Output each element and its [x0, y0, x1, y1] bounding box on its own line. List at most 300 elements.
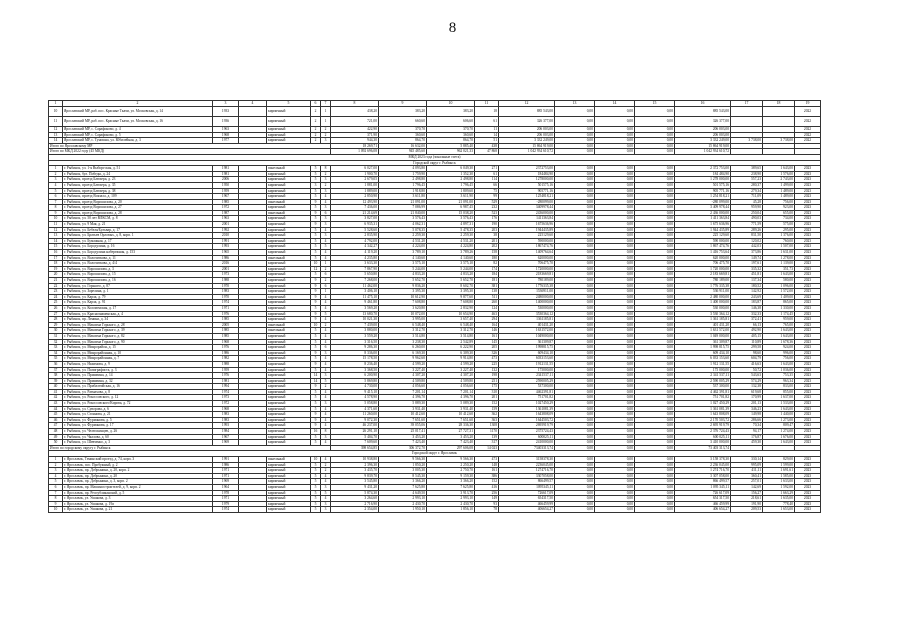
row-owned-area: 3 312,70	[427, 328, 475, 334]
row-cost-total: 326 377,00	[499, 116, 555, 126]
row-owned-area: 15 038,20	[427, 210, 475, 216]
total-cell: 15 864 919,00	[499, 143, 555, 149]
row-number: 6	[49, 484, 63, 490]
row-plan-year: 2023	[795, 289, 821, 295]
row-floors: 5	[311, 255, 321, 261]
row-cost-total: 2410000,00	[499, 440, 555, 446]
row-number: 4	[49, 182, 63, 188]
row-cost-regional: 0,00	[595, 317, 635, 323]
row-cost-total: 1998815,75	[499, 345, 555, 351]
row-total-area: 9 431,20	[331, 484, 379, 490]
row-address: г. Рыбинск, ул. Полиграфиста, д. 3	[63, 367, 213, 373]
row-cost-owners: 206 003,00	[675, 132, 731, 138]
row-limit-cost: 996,00	[763, 350, 795, 356]
row-address: г. Рыбинск, ул. Горького, д. 87	[63, 283, 213, 289]
row-plan-year: 2023	[795, 216, 821, 222]
row-residents: 145	[475, 339, 499, 345]
row-year: 1967	[213, 434, 239, 440]
row-entrances: 4	[321, 457, 331, 463]
row-floors: 16	[311, 429, 321, 435]
row-material: кирпичный	[267, 507, 311, 513]
row-cost-regional: 0,00	[595, 126, 635, 132]
row-number: 2	[49, 171, 63, 177]
row-unit-cost: 416,63	[731, 361, 763, 367]
row-plan-year: 2023	[795, 194, 821, 200]
row-floors: 9	[311, 278, 321, 284]
row-unit-cost: 299,58	[731, 345, 763, 351]
row-entrances: 4	[321, 317, 331, 323]
row-limit-cost: 1 409,00	[763, 294, 795, 300]
row-material: кирпичный	[267, 132, 311, 138]
row-cost-local: 0,00	[635, 389, 675, 395]
row-floors: 9	[311, 350, 321, 356]
row-entrances: 2	[321, 278, 331, 284]
row-cost-total: 1776335,38	[499, 283, 555, 289]
row-cost-federal: 0,00	[555, 412, 595, 418]
row-address: г. Ярославль, пр. Республиканский, д. 5	[63, 490, 213, 496]
row-cost-total: 1409764,64	[499, 250, 555, 256]
row-entrances: 3	[321, 138, 331, 144]
row-year: 1979	[213, 501, 239, 507]
row-floors: 5	[311, 216, 321, 222]
row-cost-total: 1049000,00	[499, 333, 555, 339]
row-entrances: 3	[321, 507, 331, 513]
row-cost-federal: 0,00	[555, 333, 595, 339]
row-plan-year: 2023	[795, 272, 821, 278]
row-cost-regional: 0,00	[595, 378, 635, 384]
header-cell: 17	[731, 101, 763, 107]
row-number: 28	[49, 317, 63, 323]
row-cost-local: 0,00	[635, 501, 675, 507]
row-year: 1982	[213, 356, 239, 362]
row-limit-cost: 923,00	[763, 205, 795, 211]
row-cost-owners: 1 361 081,39	[675, 406, 731, 412]
header-cell: 11	[475, 101, 499, 107]
row-address: г. Рыбинск, ул. Фурманова, д. 5	[63, 417, 213, 423]
row-total-area: 13 680,70	[331, 311, 379, 317]
row-cost-owners: 590 000,00	[675, 238, 731, 244]
row-entrances: 3	[321, 484, 331, 490]
row-living-area: 7 086,99	[379, 205, 427, 211]
row-cost-regional: 0,00	[595, 490, 635, 496]
row-cost-federal: 0,00	[555, 345, 595, 351]
row-material: кирпичный	[267, 278, 311, 284]
row-cost-regional: 0,00	[595, 361, 635, 367]
row-number: 22	[49, 283, 63, 289]
row-living-area: 3 005,30	[379, 468, 427, 474]
row-entrances: 3	[321, 177, 331, 183]
row-cost-local: 0,00	[635, 490, 675, 496]
row-unit-cost: 711,09	[731, 194, 763, 200]
row-plan-year: 2023	[795, 378, 821, 384]
row-year: 1968	[213, 132, 239, 138]
row-material: панельный	[267, 199, 311, 205]
row-number: 40	[49, 384, 63, 390]
row-floors: 5	[311, 395, 321, 401]
row-cost-regional: 0,00	[595, 283, 635, 289]
row-entrances: 3	[321, 216, 331, 222]
row-limit-cost: 1 633,00	[763, 479, 795, 485]
row-living-area: 3 514,80	[379, 333, 427, 339]
row-plan-year: 2023	[795, 462, 821, 468]
row-cost-total: 361309,87	[499, 339, 555, 345]
row-cost-local: 0,00	[635, 244, 675, 250]
row-unit-cost: 286,66	[731, 417, 763, 423]
row-cost-local: 0,00	[635, 194, 675, 200]
row-cost-regional: 0,00	[595, 188, 635, 194]
row-total-area: 11 462,00	[331, 283, 379, 289]
row-cost-total: 2695919,79	[499, 423, 555, 429]
row-cost-federal: 0,00	[555, 300, 595, 306]
row-residents: 11	[475, 126, 499, 132]
row-entrances: 2	[321, 266, 331, 272]
row-unit-cost: 995,09	[731, 462, 763, 468]
row-floors: 5	[311, 328, 321, 334]
row-address: г. Ярославль, ул. Ушакова, д. 21	[63, 507, 213, 513]
row-year: 2001	[213, 266, 239, 272]
row-cost-local: 0,00	[635, 317, 675, 323]
row-plan-year: 2023	[795, 440, 821, 446]
row-unit-cost: 142,69	[731, 484, 763, 490]
row-plan-year: 2023	[795, 333, 821, 339]
row-cost-regional: 0,00	[595, 412, 635, 418]
row-total-area: 5 874,30	[331, 490, 379, 496]
row-cost-owners: 3 332 249,00	[675, 138, 731, 144]
total-cell: 306 372,70	[379, 445, 427, 451]
row-cost-federal: 0,00	[555, 367, 595, 373]
row-plan-year: 2023	[795, 255, 821, 261]
row-entrances: 4	[321, 227, 331, 233]
row-unit-cost: 218,61	[731, 496, 763, 502]
row-material: кирпичный	[267, 283, 311, 289]
row-cost-regional: 0,00	[595, 106, 635, 116]
row-entrances: 4	[321, 255, 331, 261]
row-cost-owners: 2 236 045,00	[675, 462, 731, 468]
row-living-area: 5 889,30	[379, 401, 427, 407]
row-floors: 14	[311, 378, 321, 384]
row-cost-local: 0,00	[635, 166, 675, 172]
row-plan-year: 2022	[795, 126, 821, 132]
row-limit-cost: 1 663,29	[763, 490, 795, 496]
row-cost-local: 0,00	[635, 339, 675, 345]
row-residents: 93	[475, 501, 499, 507]
row-number: 7	[49, 199, 63, 205]
row-cost-local: 0,00	[635, 177, 675, 183]
row-limit-cost: 1 592,00	[763, 484, 795, 490]
row-plan-year: 2023	[795, 423, 821, 429]
row-plan-year: 2023	[795, 177, 821, 183]
row-entrances: 4	[321, 367, 331, 373]
row-number: 13	[49, 233, 63, 239]
row-limit-cost: 1 489,00	[763, 188, 795, 194]
row-cost-federal: 0,00	[555, 389, 595, 395]
row-cost-federal: 0,00	[555, 350, 595, 356]
row-year: 2001	[213, 222, 239, 228]
row-living-area: 4 056,60	[379, 384, 427, 390]
row-material: панельный	[267, 457, 311, 463]
row-cost-federal: 0,00	[555, 429, 595, 435]
row-residents: 138	[475, 289, 499, 295]
row-residents: 176	[475, 216, 499, 222]
row-cost-federal: 0,00	[555, 373, 595, 379]
row-limit-cost: 765,00	[763, 322, 795, 328]
row-limit-cost: 1 533,00	[763, 401, 795, 407]
row-cost-owners: -280 099,00	[675, 199, 731, 205]
row-cost-federal: 0,00	[555, 261, 595, 267]
row-number: 1	[49, 166, 63, 172]
row-unit-cost: 372,41	[731, 317, 763, 323]
row-floors: 10	[311, 457, 321, 463]
header-cell: 12	[499, 101, 555, 107]
row-cost-owners: 2 480 000,00	[675, 294, 731, 300]
row-owned-area: 4 509,80	[427, 378, 475, 384]
row-unit-cost: 451,81	[731, 272, 763, 278]
row-plan-year: 2023	[795, 238, 821, 244]
row-cost-owners: 751 701,82	[675, 395, 731, 401]
row-entrances: 1	[321, 261, 331, 267]
row-entrances: 2	[321, 132, 331, 138]
row-address: г. Рыбинск, ул. Максима Горького, д. 28	[63, 322, 213, 328]
row-cost-regional: 0,00	[595, 322, 635, 328]
row-cost-regional: 0,00	[595, 484, 635, 490]
row-residents: 161	[475, 468, 499, 474]
row-cost-local: 0,00	[635, 171, 675, 177]
row-limit-cost: 1 330,00	[763, 305, 795, 311]
row-cost-regional: 0,00	[595, 423, 635, 429]
row-total-area: 9 286,30	[331, 345, 379, 351]
row-address: г. Рыбинск, ул. Пришвина, д. 14	[63, 373, 213, 379]
row-material: кирпичный	[267, 384, 311, 390]
row-material: кирпичный	[267, 289, 311, 295]
row-cost-federal: 0,00	[555, 384, 595, 390]
row-address: г. Рыбинск, ул. Чкалова, д. 60	[63, 434, 213, 440]
row-plan-year: 2023	[795, 328, 821, 334]
row-total-area: 4 235,80	[331, 255, 379, 261]
row-cost-local: 0,00	[635, 378, 675, 384]
row-address: г. Ярославль, пр. Машиностроителей, д. 9, корп. 2	[63, 484, 213, 490]
row-total-area: 6 200,90	[331, 373, 379, 379]
row-address: г. Рыбинск, ул. Суворова, д. 6	[63, 406, 213, 412]
header-cell: 4	[239, 101, 267, 107]
row-year: 1963	[213, 216, 239, 222]
row-floors: 14	[311, 373, 321, 379]
row-cost-regional: 0,00	[595, 440, 635, 446]
row-cost-federal: 0,00	[555, 216, 595, 222]
row-cost-regional: 0,00	[595, 210, 635, 216]
row-address: г. Рыбинск, ул. Волочиткова, д. 4/4	[63, 261, 213, 267]
row-address: г. Рыбинск, ул. Краснознаменская, д. 4	[63, 311, 213, 317]
row-year: 1969	[213, 440, 239, 446]
row-owned-area: 4 140,60	[427, 255, 475, 261]
row-year: 1988	[213, 278, 239, 284]
row-material: кирпичный	[267, 367, 311, 373]
row-unit-cost: 50,72	[731, 367, 763, 373]
row-unit-cost: 332,33	[731, 311, 763, 317]
row-year: 1986	[213, 255, 239, 261]
row-plan-year: 2023	[795, 199, 821, 205]
row-number: 2	[49, 462, 63, 468]
row-cost-owners: 1 254 818,21	[675, 194, 731, 200]
row-total-area: 5 058,80	[331, 401, 379, 407]
row-cost-federal: 0,00	[555, 322, 595, 328]
row-total-area: 3 264,60	[331, 496, 379, 502]
row-total-area: 9 839,70	[331, 473, 379, 479]
row-cost-total: 2236045,00	[499, 462, 555, 468]
row-cost-local: 0,00	[635, 294, 675, 300]
row-living-area: 2 498,80	[379, 177, 427, 183]
row-living-area: 1 950,10	[379, 507, 427, 513]
row-year: 1970	[213, 294, 239, 300]
row-cost-regional: 0,00	[595, 356, 635, 362]
row-cost-owners: 3 409 978,44	[675, 205, 731, 211]
row-total-area: 11 260,00	[331, 412, 379, 418]
header-cell: 10	[427, 101, 475, 107]
row-floors: 5	[311, 406, 321, 412]
row-limit-cost	[763, 106, 795, 116]
row-plan-year: 2023	[795, 244, 821, 250]
row-cost-federal: 0,00	[555, 227, 595, 233]
row-address: г. Рыбинск, ул. Ворошилова, д. 3	[63, 266, 213, 272]
row-year: 1964	[213, 484, 239, 490]
row-cost-total: 600025,11	[499, 434, 555, 440]
row-total-area: 5 869,80	[331, 378, 379, 384]
row-plan-year: 2023	[795, 171, 821, 177]
row-residents: 146	[475, 328, 499, 334]
row-year: 1976	[213, 373, 239, 379]
row-entrances: 4	[321, 328, 331, 334]
row-owned-area: 606,60	[427, 116, 475, 126]
row-cost-regional: 0,00	[595, 496, 635, 502]
row-plan-year: 2023	[795, 322, 821, 328]
row-floors: 9	[311, 311, 321, 317]
row-cost-regional: 0,00	[595, 138, 635, 144]
row-cost-total: 706475,70	[499, 261, 555, 267]
row-number: 13	[49, 132, 63, 138]
row-cost-regional: 0,00	[595, 462, 635, 468]
row-number: 21	[49, 278, 63, 284]
row-floors: 5	[311, 496, 321, 502]
row-cost-total: 905771,16	[499, 188, 555, 194]
row-material: кирпичный	[267, 479, 311, 485]
row-cost-total: 3 332 249,00	[499, 138, 555, 144]
row-year: 1993	[213, 244, 239, 250]
row-limit-cost: 1 643,00	[763, 361, 795, 367]
row-entrances: 4	[321, 417, 331, 423]
row-entrances: 4	[321, 333, 331, 339]
row-address: г. Рыбинск, ул. Максима Горького, д. 90	[63, 339, 213, 345]
row-entrances: 5	[321, 244, 331, 250]
row-number: 7	[49, 490, 63, 496]
row-plan-year: 2023	[795, 278, 821, 284]
row-year: 1977	[213, 138, 239, 144]
total-cell: 1 042 934 610,72	[675, 149, 731, 155]
row-limit-cost: 295,00	[763, 227, 795, 233]
row-cost-owners: 866 499,57	[675, 479, 731, 485]
row-material: кирпичный	[267, 345, 311, 351]
row-owned-area: 4 056,60	[427, 384, 475, 390]
row-total-area: 7 867,90	[331, 266, 379, 272]
row-living-area: 4 224,00	[379, 244, 427, 250]
row-floors: 5	[311, 473, 321, 479]
row-entrances: 5	[321, 378, 331, 384]
row-limit-cost: 1 139,00	[763, 261, 795, 267]
row-cost-federal: 0,00	[555, 356, 595, 362]
row-number: 18	[49, 261, 63, 267]
row-address: г. Рыбинск, ул. Братьев Орловых, д. 8, корп. 1	[63, 233, 213, 239]
row-year: 1978	[213, 490, 239, 496]
row-material: кирпичный	[267, 222, 311, 228]
row-cost-total: 1411363,84	[499, 216, 555, 222]
row-year: 1959	[213, 188, 239, 194]
row-unit-cost: 492,90	[731, 328, 763, 334]
row-cost-local: 0,00	[635, 367, 675, 373]
row-cost-total: 2375724,43	[499, 429, 555, 435]
row-material: кирпичный	[267, 138, 311, 144]
row-cost-federal: 0,00	[555, 328, 595, 334]
row-entrances: 2	[321, 384, 331, 390]
row-owned-area: 9 159,30	[427, 473, 475, 479]
row-total-area: 26 291,10	[331, 429, 379, 435]
row-unit-cost: 335,32	[731, 266, 763, 272]
row-unit-cost: 132,38	[731, 384, 763, 390]
row-entrances: 8	[321, 429, 331, 435]
row-address: г. Рыбинск, ул. Максима Горького, д. 39	[63, 328, 213, 334]
row-owned-area: 9 914,80	[427, 356, 475, 362]
row-cost-total: 1631572,00	[499, 328, 555, 334]
row-cost-federal: 0,00	[555, 440, 595, 446]
row-living-area: 4 509,80	[379, 378, 427, 384]
row-number: 11	[49, 222, 63, 228]
row-living-area: 10 612,90	[379, 294, 427, 300]
row-address: г. Рыбинск, ул. Микрорайонная, д. 10	[63, 350, 213, 356]
row-floors: 5	[311, 401, 321, 407]
row-living-area: 1 759,90	[379, 171, 427, 177]
row-living-area: 25 017,41	[379, 429, 427, 435]
row-cost-total: 866499,57	[499, 479, 555, 485]
row-living-area: 4 140,60	[379, 255, 427, 261]
row-floors: 9	[311, 289, 321, 295]
row-number: 38	[49, 373, 63, 379]
row-unit-cost: 146,38	[731, 305, 763, 311]
row-cost-local: 0,00	[635, 333, 675, 339]
row-cost-total: 2590005,29	[499, 378, 555, 384]
row-cost-total: 1400000,00	[499, 300, 555, 306]
row-cost-total: 184484,90	[499, 171, 555, 177]
row-cost-federal: 0,00	[555, 132, 595, 138]
row-cost-owners: 1 720 000,00	[675, 266, 731, 272]
row-owned-area: 3 611,90	[427, 194, 475, 200]
row-plan-year: 2022	[795, 138, 821, 144]
row-total-area: 15 178,50	[331, 356, 379, 362]
row-cost-owners: 536 911,00	[675, 289, 731, 295]
row-cost-local: 0,00	[635, 395, 675, 401]
row-cost-owners: 609 434,10	[675, 350, 731, 356]
row-unit-cost	[731, 116, 763, 126]
row-year: 1950	[213, 182, 239, 188]
row-cost-federal: 0,00	[555, 238, 595, 244]
row-residents: 463	[475, 311, 499, 317]
row-material: кирпичный	[267, 194, 311, 200]
row-cost-local: 0,00	[635, 227, 675, 233]
row-floors: 5	[311, 194, 321, 200]
row-total-area: 1 900,70	[331, 171, 379, 177]
row-cost-owners: 206 003,00	[675, 126, 731, 132]
row-owned-area: 360,60	[427, 132, 475, 138]
row-cost-total: 175000,00	[499, 367, 555, 373]
row-cost-regional: 0,00	[595, 222, 635, 228]
row-cost-regional: 0,00	[595, 457, 635, 463]
row-living-area: 4 396,70	[379, 395, 427, 401]
